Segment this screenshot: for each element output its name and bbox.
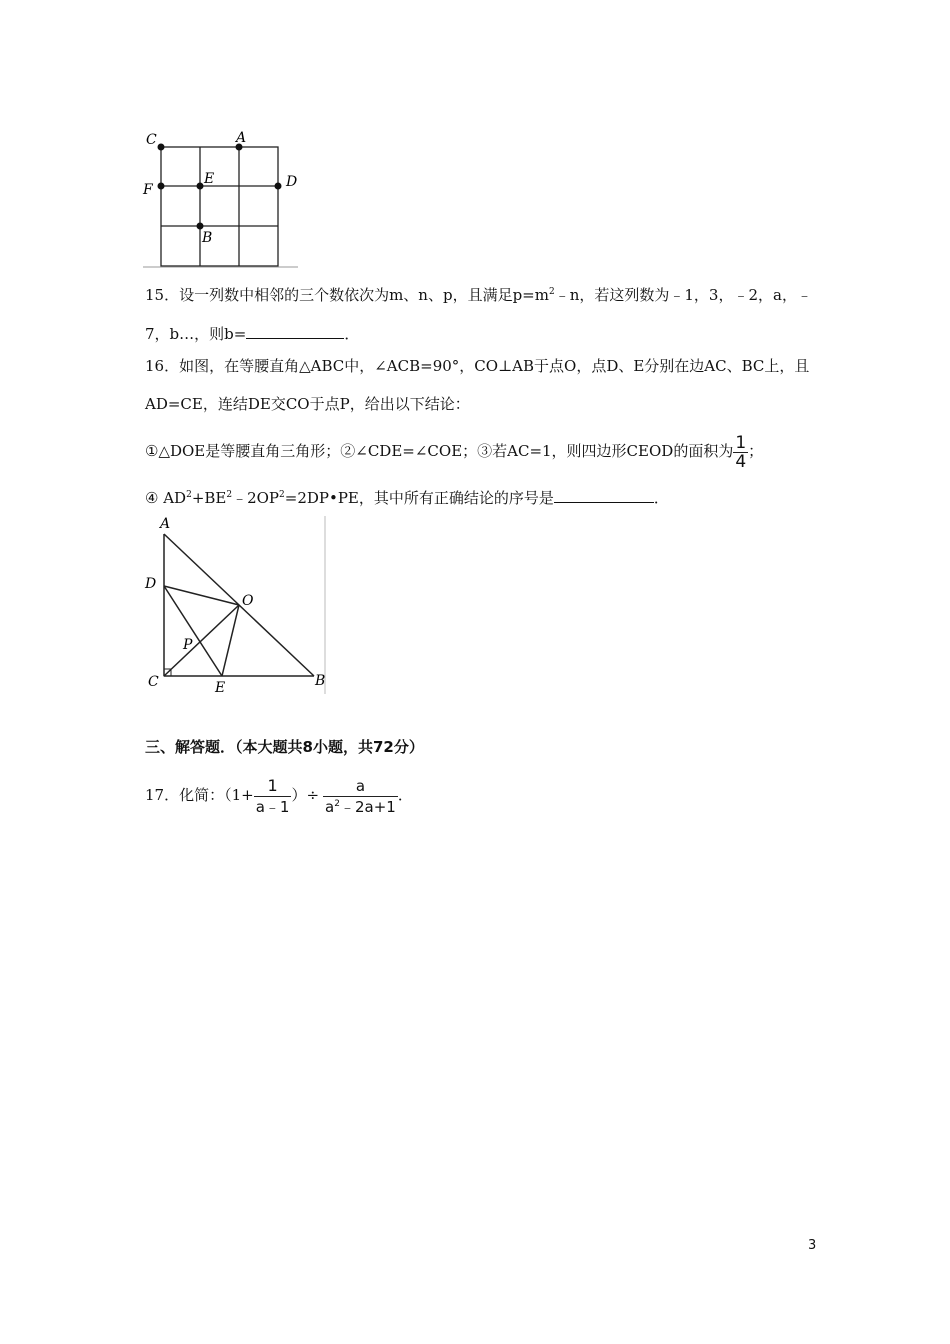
q17-divide: ）÷ bbox=[291, 786, 320, 804]
q16-text-4d: =2DP•PE，其中所有正确结论的序号是 bbox=[284, 489, 554, 507]
grid-figure bbox=[140, 128, 305, 273]
q17-frac2-den-sup: 2 bbox=[334, 798, 340, 809]
point-c bbox=[158, 144, 165, 151]
label-a: A bbox=[236, 130, 247, 146]
q15-line2 bbox=[145, 324, 359, 344]
q17-fraction-2 bbox=[323, 776, 398, 817]
q15-text-b: ﹣n，若这列数为﹣1，3，﹣2，a，﹣ bbox=[554, 286, 812, 304]
q15-line1 bbox=[145, 285, 812, 305]
label-p: P bbox=[183, 637, 193, 653]
q16-text-4b: +BE bbox=[191, 489, 227, 507]
label-e: E bbox=[215, 680, 226, 696]
q15-sup: 2 bbox=[548, 287, 555, 297]
label-c: C bbox=[146, 132, 157, 148]
q17-frac2-den-a: a bbox=[325, 797, 335, 816]
q16-answer-blank[interactable] bbox=[554, 488, 654, 503]
label-b: B bbox=[315, 673, 326, 689]
q16-sup2: 2 bbox=[226, 490, 233, 500]
q16-line2: AD=CE，连结DE交CO于点P，给出以下结论： bbox=[145, 395, 470, 413]
point-f bbox=[158, 183, 165, 190]
q16-sup1: 2 bbox=[186, 490, 192, 500]
q17-frac2-den-b: ﹣2a+1 bbox=[339, 797, 396, 816]
q17-frac2-den bbox=[323, 796, 398, 817]
q15-text-d: ． bbox=[344, 325, 360, 343]
q17-suffix: ． bbox=[397, 786, 413, 804]
q17-prefix: 17．化简：（1+ bbox=[145, 786, 254, 804]
label-c: C bbox=[148, 674, 159, 690]
q16-text-3b: ； bbox=[748, 442, 764, 460]
q17-frac1-den: a﹣1 bbox=[255, 797, 290, 816]
q16-text-4c: ﹣2OP bbox=[232, 489, 280, 507]
label-b: B bbox=[202, 230, 213, 246]
label-a: A bbox=[160, 516, 171, 532]
page-number: 3 bbox=[808, 1238, 817, 1253]
q17-fraction-1 bbox=[254, 776, 292, 817]
point-e bbox=[197, 183, 204, 190]
segment-eo bbox=[222, 605, 239, 676]
label-e: E bbox=[204, 171, 215, 187]
q16-fraction bbox=[733, 434, 748, 471]
q16-frac-num: 1 bbox=[735, 432, 747, 453]
q16-line1: 16．如图，在等腰直角△ABC中，∠ACB=90°，CO⊥AB于点O，点D、E分别在边AC、BC上，且 bbox=[145, 357, 810, 375]
label-f: F bbox=[143, 182, 153, 198]
q17-line bbox=[145, 770, 413, 820]
q16-sup3: 2 bbox=[279, 490, 285, 500]
q16-line3 bbox=[145, 432, 763, 471]
section-3-heading: 三、解答题．（本大题共8小题，共72分） bbox=[145, 738, 424, 756]
q15-text-c: 7，b…，则b= bbox=[145, 325, 247, 343]
q17-frac2-num: a bbox=[355, 776, 366, 795]
q16-frac-den: 4 bbox=[735, 451, 747, 472]
label-d: D bbox=[286, 174, 298, 190]
triangle-figure bbox=[140, 512, 330, 697]
q15-answer-blank[interactable] bbox=[246, 324, 344, 339]
q16-text-3a: ①△DOE是等腰直角三角形；②∠CDE=∠COE；③若AC=1，则四边形CEOD的面积为 bbox=[145, 442, 734, 460]
q17-frac1-num: 1 bbox=[267, 775, 278, 795]
q15-text-a: 15．设一列数中相邻的三个数依次为m、n、p，且满足p=m bbox=[145, 286, 549, 304]
q16-text-4e: ． bbox=[653, 489, 669, 507]
segment-de bbox=[164, 586, 222, 676]
label-o: O bbox=[242, 593, 254, 609]
point-b bbox=[197, 223, 204, 230]
segment-co bbox=[164, 605, 239, 676]
label-d: D bbox=[145, 576, 157, 592]
grid-border bbox=[161, 147, 278, 266]
point-d bbox=[275, 183, 282, 190]
q16-text-4a: ④ AD bbox=[145, 489, 187, 507]
q16-line4 bbox=[145, 488, 669, 508]
